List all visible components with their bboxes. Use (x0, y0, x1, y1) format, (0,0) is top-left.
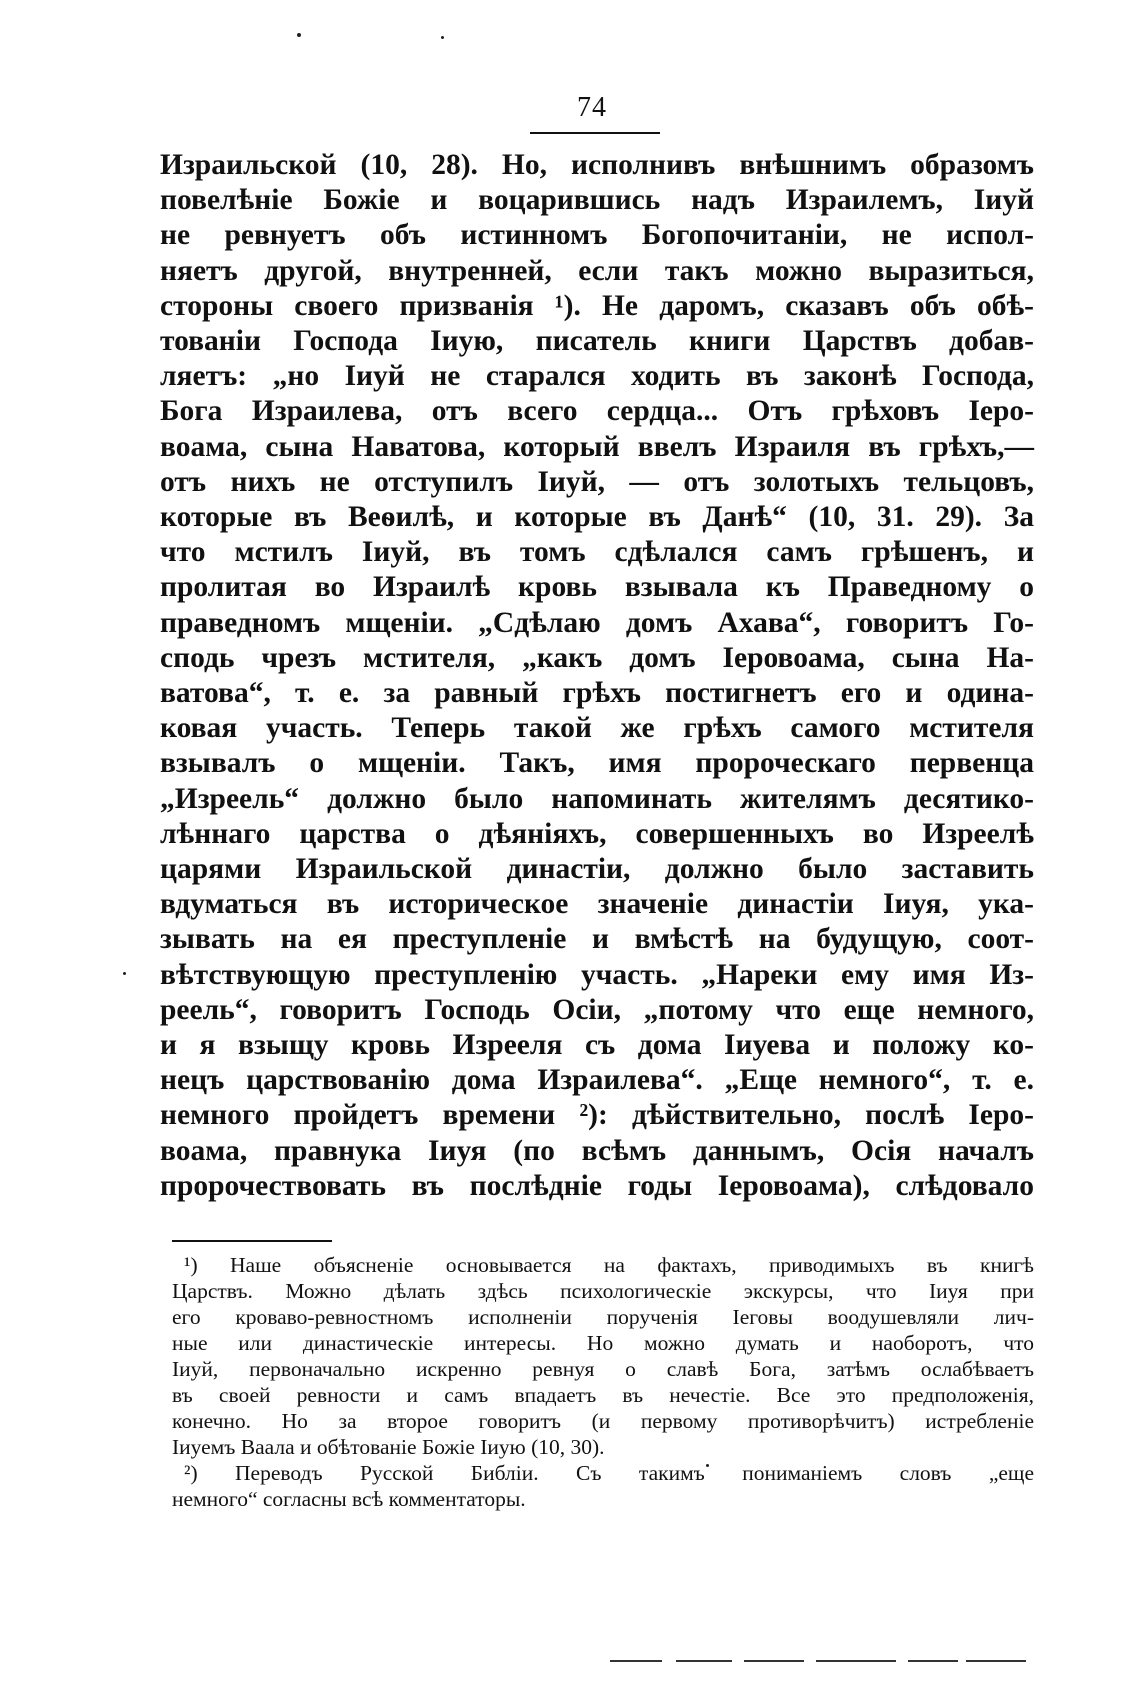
text-line: пролитая во Израилѣ кровь взывала къ Праведному о (160, 571, 1034, 604)
footnote-line: ные или династическіе интересы. Но можно думать и наоборотъ, что (172, 1331, 1034, 1355)
text-line: зывать на ея преступленіе и вмѣстѣ на будущую, соот- (160, 923, 1034, 956)
text-line: ватова“, т. е. за равный грѣхъ постигнетъ его и одина- (160, 677, 1034, 710)
text-line: реель“, говоритъ Господь Осіи, „потому что еще немного, (160, 993, 1034, 1026)
footnote-line: Царствъ. Можно дѣлать здѣсь психологическіе экскурсы, что Іиуя при (172, 1279, 1034, 1303)
scan-artifact (610, 1660, 662, 1662)
text-line: и я взыщу кровь Изрееля съ дома Іиуева и положу ко- (160, 1029, 1034, 1062)
footnote-separator (172, 1240, 332, 1242)
text-line: воама, правнука Іиуя (по всѣмъ даннымъ, Осія началъ (160, 1134, 1034, 1167)
text-line: ляетъ: „но Іиуй не старался ходить въ законѣ Господа, (160, 360, 1034, 393)
text-line: которые въ Веѳилѣ, и которые въ Данѣ“ (10, 31. 29). За (160, 501, 1034, 534)
footnote-line: въ своей ревности и самъ впадаетъ въ нечестіе. Все это предположенія, (172, 1383, 1034, 1407)
text-line: вдуматься въ историческое значеніе династіи Іиуя, ука- (160, 888, 1034, 921)
footnote-line: конечно. Но за второе говоритъ (и первому противорѣчитъ) истребленіе (172, 1409, 1034, 1433)
text-line: ковая участь. Теперь такой же грѣхъ самого мстителя (160, 712, 1034, 745)
main-text (160, 148, 1034, 1204)
text-line: отъ нихъ не отступилъ Іиуй, — отъ золотыхъ тельцовъ, (160, 465, 1034, 498)
footnote-line: Іиуемъ Ваала и обѣтованіе Божіе Іиую (10, 30). (172, 1435, 605, 1459)
text-line: лѣннаго царства о дѣяніяхъ, совершенныхъ во Изреелѣ (160, 817, 1034, 850)
text-line: Израильской (10, 28). Но, исполнивъ внѣшнимъ образомъ (160, 149, 1034, 181)
text-line: немного пройдетъ времени ²): дѣйствительно, послѣ Іеро- (160, 1099, 1034, 1132)
text-line: сподь чрезъ мстителя, „какъ домъ Іеровоама, сына На- (160, 641, 1034, 674)
text-line: „Изреель“ должно было напоминать жителямъ десятико- (160, 782, 1034, 815)
text-line: воама, сына Наватова, который ввелъ Израиля въ грѣхъ,— (160, 430, 1034, 463)
text-line: повелѣніе Божіе и воцарившись надъ Израилемъ, Іиуй (160, 184, 1034, 217)
footnote-line: ²) Переводъ Русской Библіи. Съ такимъ пониманіемъ словъ „еще (184, 1461, 1034, 1485)
text-line: тованіи Господа Іиую, писатель книги Царствъ добав- (160, 325, 1034, 358)
text-line: царями Израильской династіи, должно было заставить (160, 853, 1034, 886)
footnote-line: его кроваво-ревностномъ исполненіи порученія Іеговы воодушевляли лич- (172, 1305, 1034, 1329)
scan-artifact (966, 1660, 1026, 1662)
text-line: что мстилъ Іиуй, въ томъ сдѣлался самъ грѣшенъ, и (160, 536, 1034, 569)
text-line: пророчествовать въ послѣдніе годы Іеровоама), слѣдовало (160, 1169, 1034, 1202)
scan-artifact (744, 1660, 804, 1662)
text-line: няетъ другой, внутренней, если такъ можно выразиться, (160, 254, 1034, 287)
page-number-rule (530, 132, 660, 134)
print-speck (297, 33, 301, 37)
text-line: вѣтствующую преступленію участь. „Нареки ему имя Из- (160, 958, 1034, 991)
page-number: 74 (577, 92, 607, 123)
footnote-line: немного“ согласны всѣ комментаторы. (172, 1487, 526, 1511)
print-speck (441, 36, 444, 39)
text-line: взывалъ о мщеніи. Такъ, имя пророческаго первенца (160, 747, 1034, 780)
text-line: нецъ царствованію дома Израилева“. „Еще немного“, т. е. (160, 1064, 1034, 1097)
footnotes (172, 1252, 1034, 1512)
text-line: не ревнуетъ объ истинномъ Богопочитаніи, не испол- (160, 219, 1034, 252)
scan-artifact (676, 1660, 732, 1662)
scan-artifact (816, 1660, 896, 1662)
text-line: стороны своего призванія ¹). Не даромъ, сказавъ объ обѣ- (160, 289, 1034, 322)
print-speck (123, 972, 126, 975)
text-line: Бога Израилева, отъ всего сердца... Отъ грѣховъ Іеро- (160, 395, 1034, 428)
footnote-line: Іиуй, первоначально искренно ревнуя о славѣ Бога, затѣмъ ослабѣваетъ (172, 1357, 1034, 1381)
text-line: праведномъ мщеніи. „Сдѣлаю домъ Ахава“, говоритъ Го- (160, 606, 1034, 639)
footnote-line: ¹) Наше объясненіе основывается на фактахъ, приводимыхъ въ книгѣ (184, 1253, 1034, 1277)
scan-artifact (908, 1660, 958, 1662)
